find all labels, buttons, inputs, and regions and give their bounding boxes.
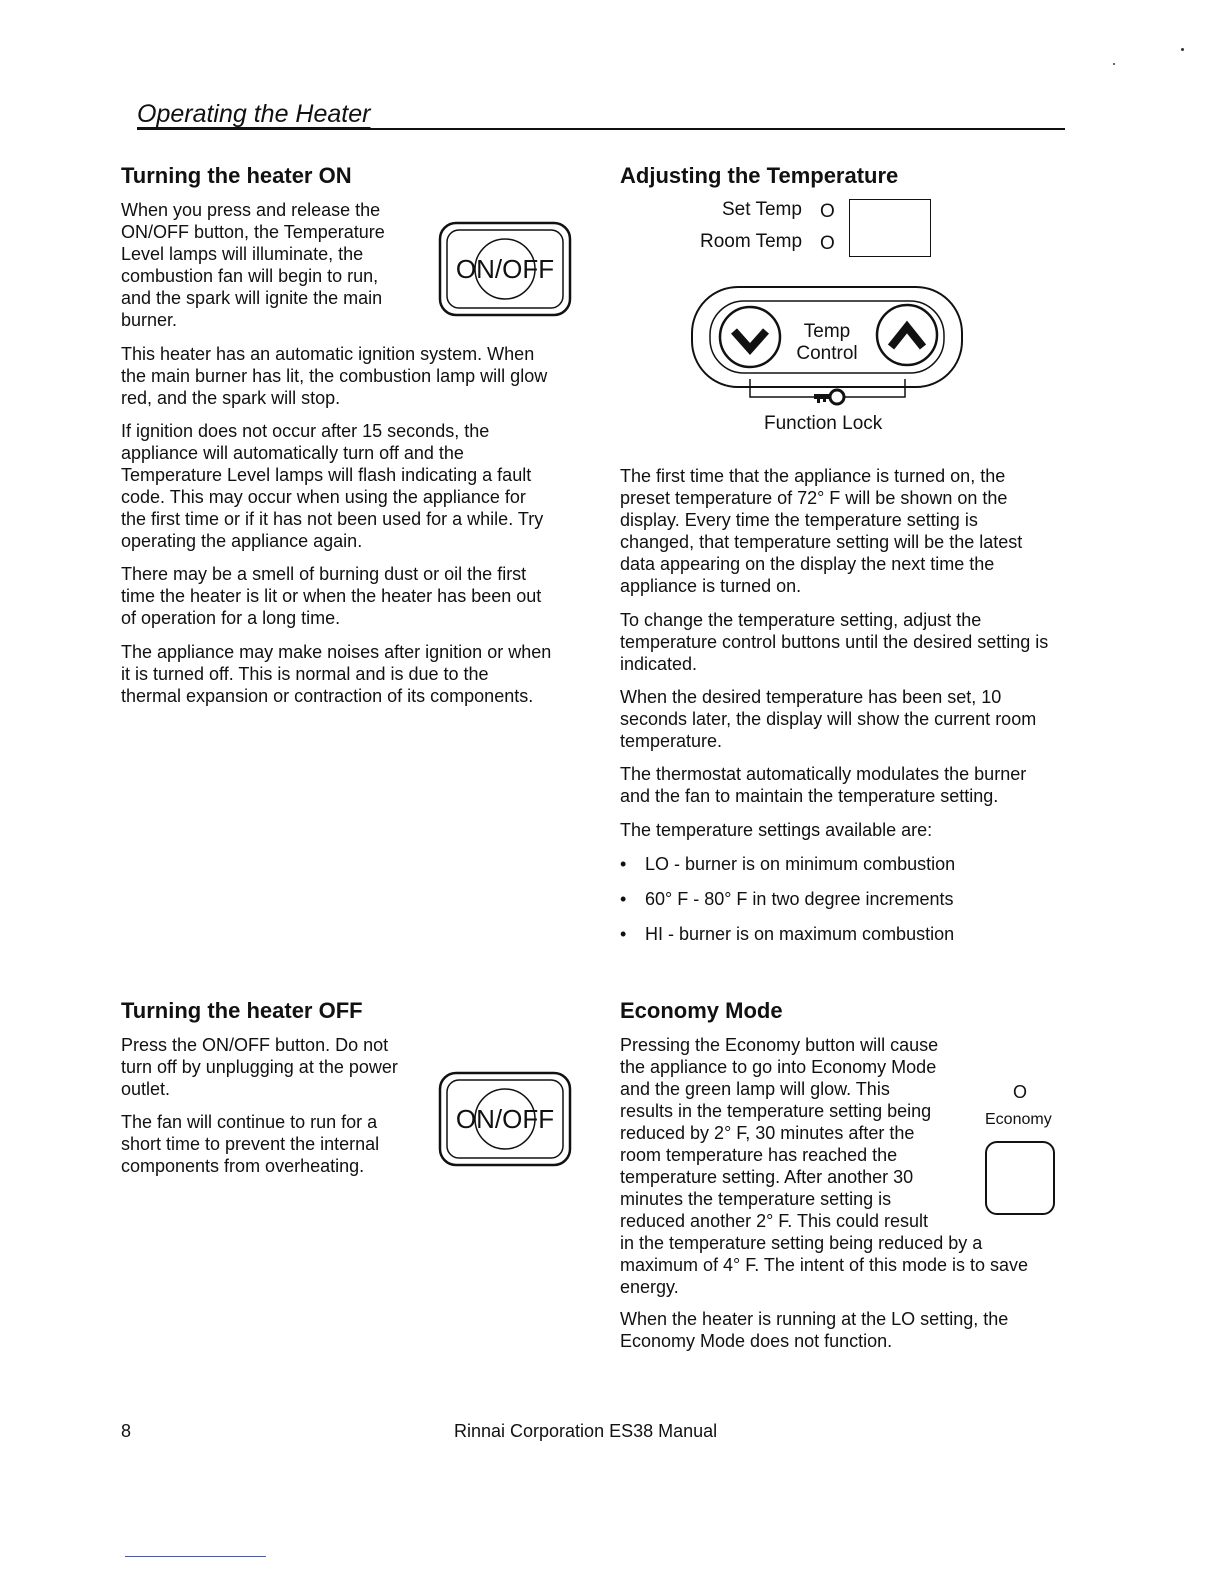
room-temp-label: Room Temp <box>700 231 803 252</box>
temp-settings-intro: The temperature settings available are: <box>620 820 933 840</box>
on-noise-paragraph: The appliance may make noises after ignition or when it is turned off. This is normal and is due to the thermal expansion or contraction of its components. <box>121 642 552 706</box>
on-off-button-illustration <box>438 221 572 317</box>
on-intro: When you press and release the ON/OFF button, the Temperature Level lamps will illuminate, the combustion fan will begin to run, and the spark will ignite the main burner. <box>121 200 385 330</box>
on-heading: Turning the heater ON <box>121 163 352 188</box>
temp-settings-list <box>620 853 955 958</box>
set-temp-label: Set Temp <box>722 199 802 220</box>
list-item: • LO - burner is on minimum combustion <box>620 854 956 874</box>
temp-preset-paragraph: The first time that the appliance is turned on, the preset temperature of 72° F will be shown on the display. Every time the temperature setting is changed, that temperature setting will be the latest data appearing on the display the next time the appliance is turned on. <box>620 466 1023 596</box>
off-paragraph-1: Press the ON/OFF button. Do not turn off by unplugging at the power outlet. <box>121 1035 398 1099</box>
footer-manual-title: Rinnai Corporation ES38 Manual <box>454 1421 718 1441</box>
on-off-button-label: ON/OFF <box>455 254 555 284</box>
temp-heading: Adjusting the Temperature <box>620 163 899 188</box>
list-item: • 60° F - 80° F in two degree increments <box>620 889 954 909</box>
scan-speck <box>1181 48 1184 51</box>
page-title: Operating the Heater <box>137 100 371 128</box>
economy-heading: Economy Mode <box>620 998 783 1023</box>
key-icon <box>814 390 844 404</box>
temp-down-button[interactable] <box>720 307 780 367</box>
temp-up-button[interactable] <box>877 305 937 365</box>
temp-control-illustration <box>690 285 965 415</box>
temp-display-paragraph: When the desired temperature has been set, 10 seconds later, the display will show the current room temperature. <box>620 687 1037 751</box>
economy-button[interactable] <box>985 1141 1055 1215</box>
list-item: • HI - burner is on maximum combustion <box>620 924 955 944</box>
on-off-button-label-2: ON/OFF <box>455 1104 555 1134</box>
function-lock-label: Function Lock <box>764 413 883 434</box>
economy-paragraph-1: Pressing the Economy button will cause the appliance to go into Economy Mode and the green lamp will glow. This results in the temperature setting being reduced by 2° F, 30 minutes after the room temperature has reached the temperature setting. After another 30 minutes the temperature setting is reduced another 2° F. This could result in the temperature setting being reduced by a maximum of 4° F. The intent of this mode is to save energy. <box>620 1035 1029 1297</box>
on-off-button-illustration-2 <box>438 1071 572 1167</box>
on-ignition-paragraph: This heater has an automatic ignition system. When the main burner has lit, the combustion lamp will glow red, and the spark will stop. <box>121 344 548 408</box>
room-temp-lamp: O <box>820 233 835 254</box>
footer-link-rule <box>125 1556 266 1557</box>
title-rule <box>137 128 1065 130</box>
economy-label: Economy <box>985 1111 1052 1128</box>
temperature-display <box>849 199 931 257</box>
temp-thermostat-paragraph: The thermostat automatically modulates the burner and the fan to maintain the temperature setting. <box>620 764 1027 806</box>
set-temp-lamp: O <box>820 201 835 222</box>
on-fault-paragraph: If ignition does not occur after 15 seconds, the appliance will automatically turn off and the Temperature Level lamps will flash indicating a fault code. This may occur when using the appliance for the first time or if it has not been used for a while. Try operating the appliance again. <box>121 421 544 551</box>
temp-control-label-2: Control <box>796 343 858 364</box>
temp-change-paragraph: To change the temperature setting, adjust the temperature control buttons until the desired setting is indicated. <box>620 610 1049 674</box>
economy-lamp: O <box>1013 1082 1028 1102</box>
page-number: 8 <box>121 1421 132 1441</box>
off-paragraph-2: The fan will continue to run for a short time to prevent the internal components from overheating. <box>121 1112 380 1176</box>
scan-speck <box>1113 63 1115 65</box>
on-smell-paragraph: There may be a smell of burning dust or oil the first time the heater is lit or when the heater has been out of operation for a long time. <box>121 564 542 628</box>
off-heading: Turning the heater OFF <box>121 998 363 1023</box>
temp-control-label-1: Temp <box>803 321 851 342</box>
economy-paragraph-2: When the heater is running at the LO setting, the Economy Mode does not function. <box>620 1309 1009 1351</box>
